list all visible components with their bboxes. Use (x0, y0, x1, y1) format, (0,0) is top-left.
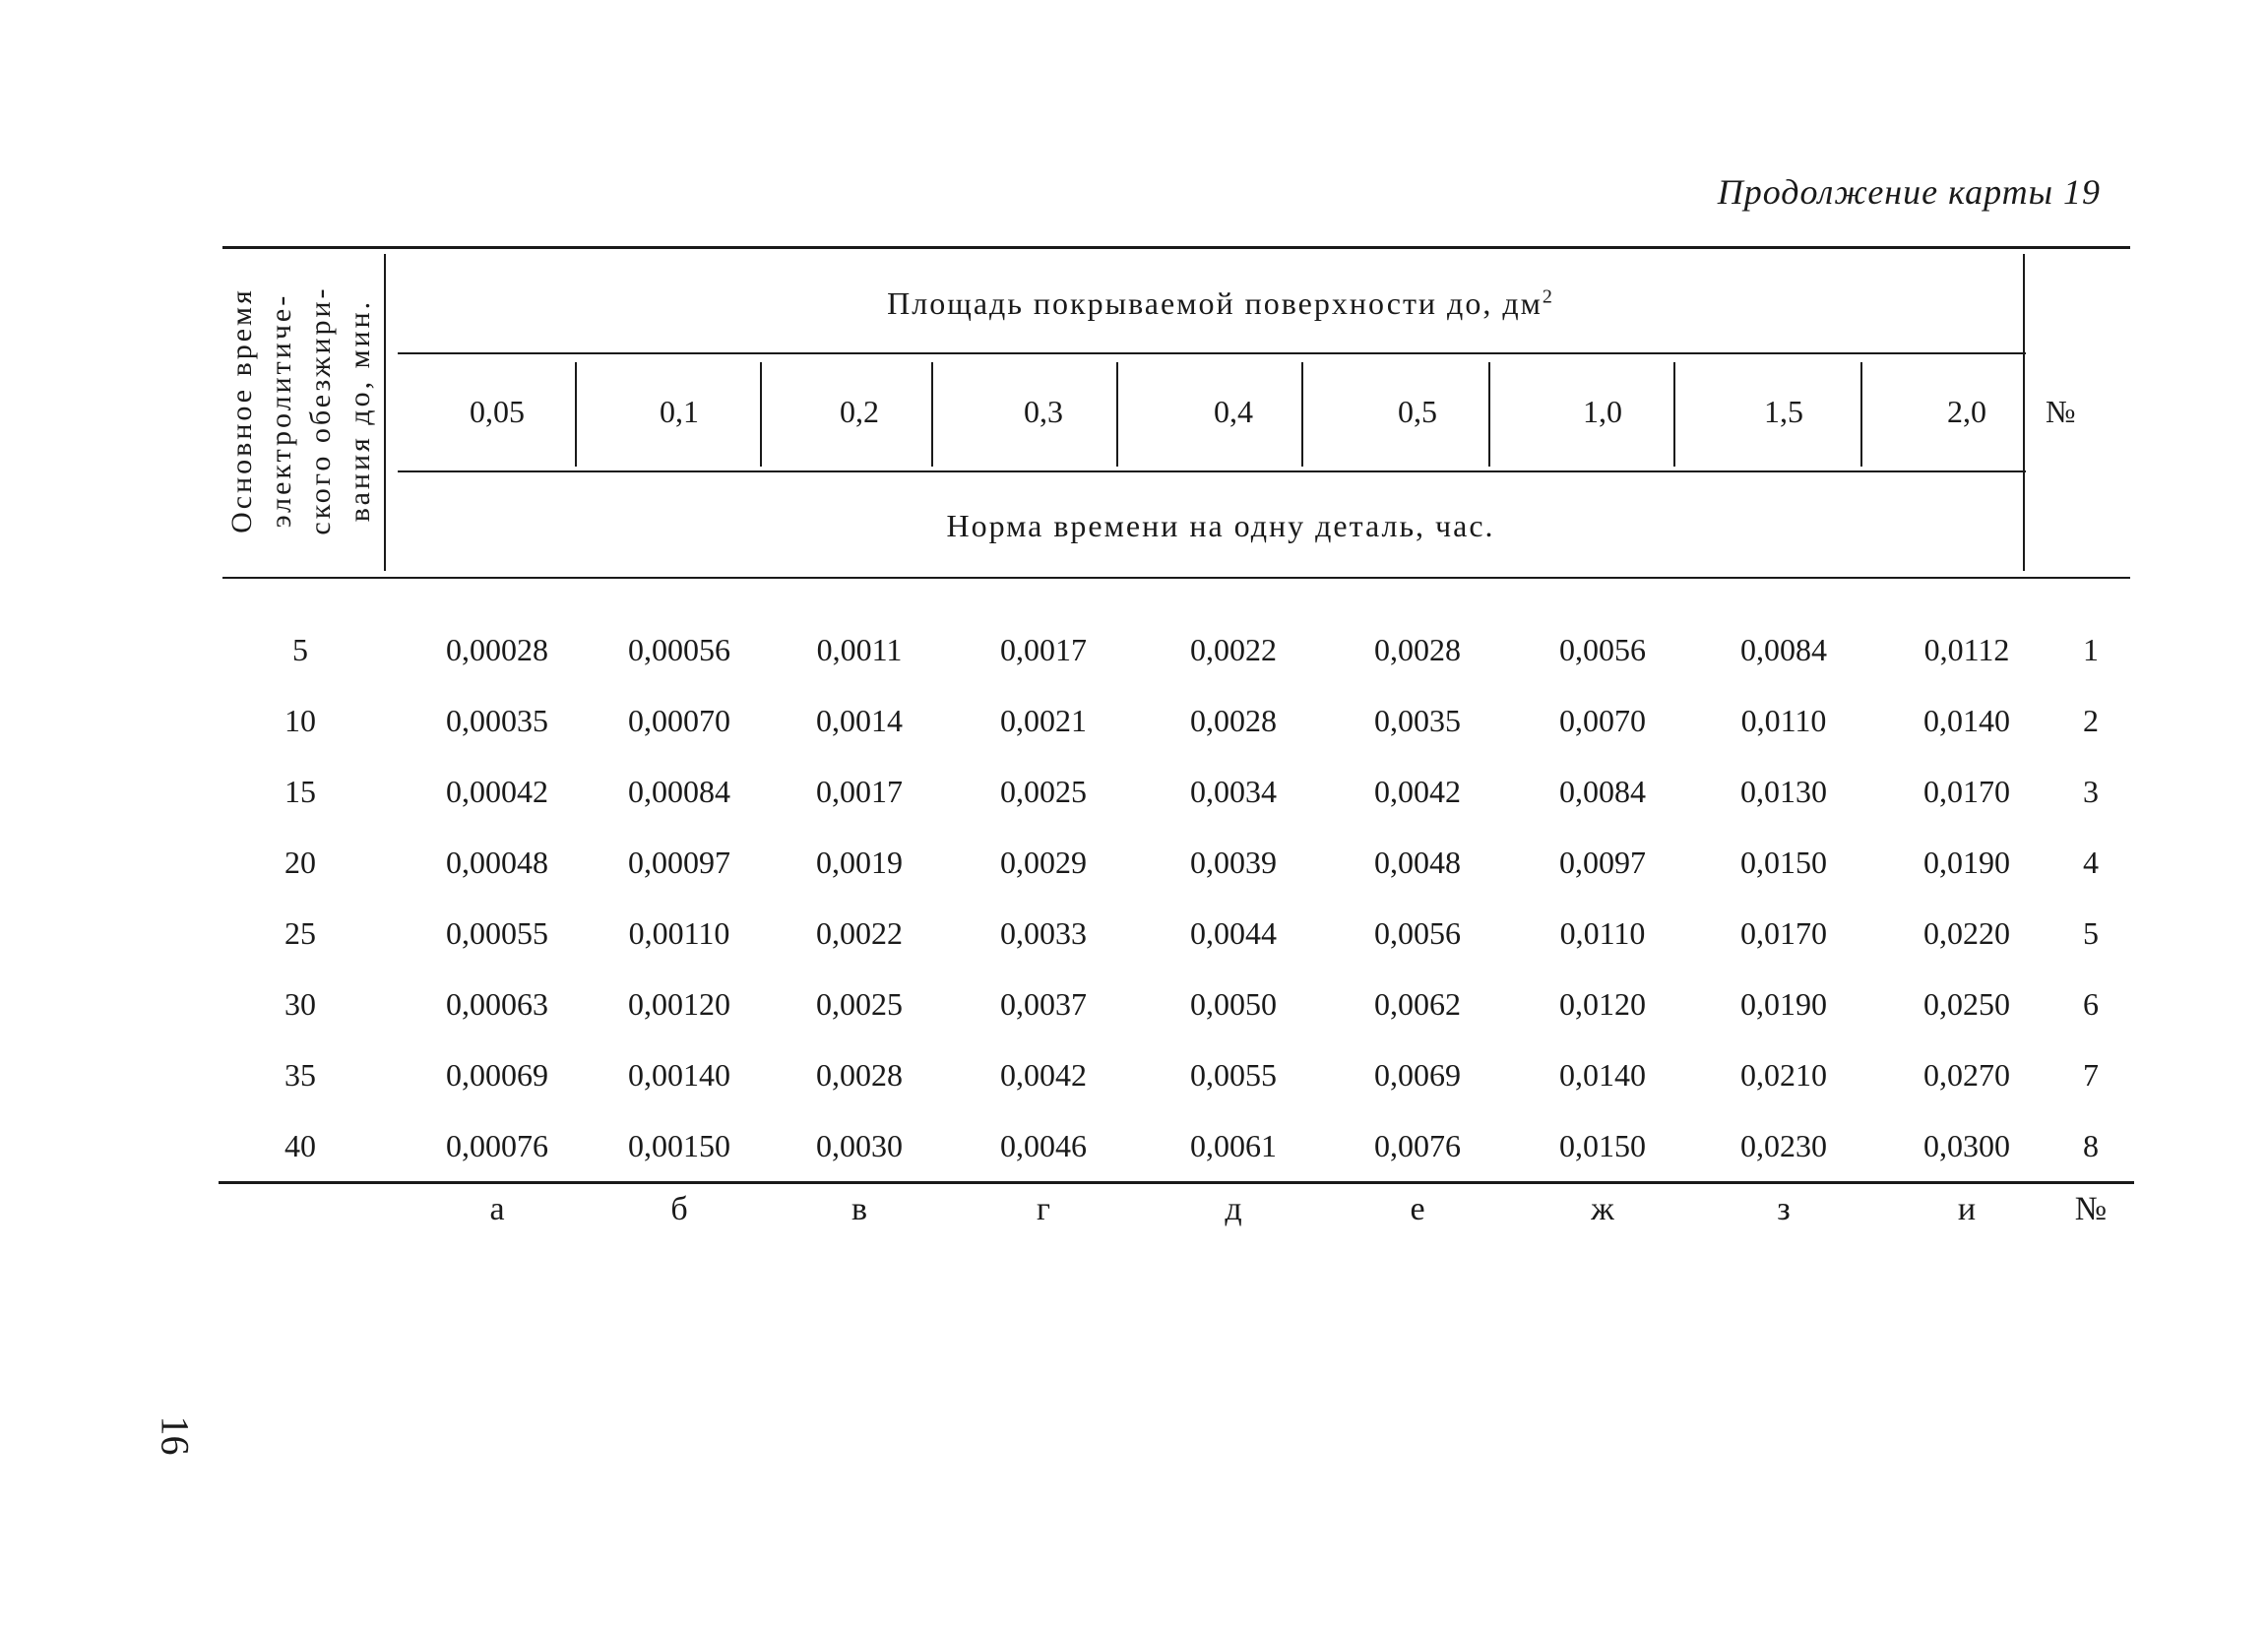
norm-cell: 0,0022 (816, 915, 903, 951)
norm-cell: 0,0110 (1740, 703, 1827, 738)
area-column-divider (575, 362, 577, 467)
norm-cell: 0,0019 (816, 845, 903, 880)
norm-cell: 0,0250 (1923, 986, 2010, 1022)
norm-cell: 0,0220 (1923, 915, 2010, 951)
norm-cell: 0,0025 (816, 986, 903, 1022)
table-bottom-rule (219, 1181, 2134, 1184)
norm-cell: 0,0025 (1000, 774, 1087, 809)
norm-cell: 0,0050 (1190, 986, 1277, 1022)
norm-cell: 0,00150 (628, 1128, 730, 1163)
norm-cell: 0,0017 (1000, 632, 1087, 667)
norm-cell: 0,00055 (446, 915, 548, 951)
time-cell: 5 (292, 632, 308, 667)
norm-cell: 0,0097 (1559, 845, 1646, 880)
time-cell: 25 (284, 915, 316, 951)
norm-cell: 0,0210 (1740, 1057, 1827, 1093)
norm-cell: 0,00097 (628, 845, 730, 880)
row-number-cell: 7 (2083, 1057, 2099, 1093)
norm-cell: 0,0120 (1559, 986, 1646, 1022)
area-value-header: 1,5 (1764, 394, 1803, 429)
area-column-divider (1301, 362, 1303, 467)
norm-header: Норма времени на одну деталь, час. (946, 508, 1495, 543)
area-value-header: 2,0 (1947, 394, 1986, 429)
norm-cell: 0,0300 (1923, 1128, 2010, 1163)
number-column-header: № (2046, 394, 2076, 429)
time-header-line: ского обезжири- (304, 285, 337, 535)
norm-cell: 0,0061 (1190, 1128, 1277, 1163)
norm-cell: 0,0190 (1923, 845, 2010, 880)
table-top-rule (222, 246, 2130, 249)
row-number-cell: 3 (2083, 774, 2099, 809)
norm-cell: 0,0014 (816, 703, 903, 738)
norm-cell: 0,00028 (446, 632, 548, 667)
norm-cell: 0,0140 (1923, 703, 2010, 738)
norm-cell: 0,0056 (1559, 632, 1646, 667)
area-header-rule (398, 352, 2026, 354)
norm-cell: 0,0028 (1190, 703, 1277, 738)
norm-cell: 0,0190 (1740, 986, 1827, 1022)
row-number-cell: 2 (2083, 703, 2099, 738)
area-value-header: 0,4 (1214, 394, 1253, 429)
norm-cell: 0,0028 (1374, 632, 1461, 667)
area-values-rule (398, 470, 2026, 472)
norm-cell: 0,0130 (1740, 774, 1827, 809)
area-value-header: 0,3 (1024, 394, 1063, 429)
norm-cell: 0,0140 (1559, 1057, 1646, 1093)
area-column-divider (1673, 362, 1675, 467)
column-letter: б (670, 1191, 688, 1227)
time-column-header (222, 254, 380, 567)
norm-cell: 0,0084 (1559, 774, 1646, 809)
norm-cell: 0,0039 (1190, 845, 1277, 880)
norm-cell: 0,0017 (816, 774, 903, 809)
norm-cell: 0,0042 (1000, 1057, 1087, 1093)
norm-cell: 0,0112 (1923, 632, 2010, 667)
area-value-header: 1,0 (1583, 394, 1622, 429)
norm-cell: 0,0056 (1374, 915, 1461, 951)
norm-cell: 0,00063 (446, 986, 548, 1022)
column-letter: е (1410, 1191, 1425, 1227)
norm-cell: 0,0230 (1740, 1128, 1827, 1163)
norm-cell: 0,0042 (1374, 774, 1461, 809)
norm-cell: 0,0021 (1000, 703, 1087, 738)
norm-cell: 0,0046 (1000, 1128, 1087, 1163)
number-col-divider (2023, 254, 2025, 571)
time-cell: 35 (284, 1057, 316, 1093)
norm-cell: 0,00140 (628, 1057, 730, 1093)
page-number: 16 (153, 1415, 198, 1456)
norm-cell: 0,0062 (1374, 986, 1461, 1022)
area-column-divider (931, 362, 933, 467)
norm-cell: 0,0084 (1740, 632, 1827, 667)
norm-cell: 0,0033 (1000, 915, 1087, 951)
norm-cell: 0,0030 (816, 1128, 903, 1163)
column-letter: ж (1591, 1191, 1614, 1227)
norm-cell: 0,00042 (446, 774, 548, 809)
norm-cell: 0,0011 (816, 632, 903, 667)
row-number-cell: 6 (2083, 986, 2099, 1022)
norm-cell: 0,0037 (1000, 986, 1087, 1022)
first-col-divider (384, 254, 386, 571)
row-number-cell: 5 (2083, 915, 2099, 951)
norm-cell: 0,00120 (628, 986, 730, 1022)
norm-cell: 0,0170 (1740, 915, 1827, 951)
area-unit-exponent: 2 (1542, 285, 1554, 308)
header-bottom-rule (222, 577, 2130, 579)
norm-cell: 0,00076 (446, 1128, 548, 1163)
norm-cell: 0,0034 (1190, 774, 1277, 809)
norm-cell: 0,0029 (1000, 845, 1087, 880)
area-value-header: 0,5 (1398, 394, 1437, 429)
norm-cell: 0,0035 (1374, 703, 1461, 738)
continuation-caption: Продолжение карты 19 (1717, 172, 2101, 212)
norm-cell: 0,0150 (1740, 845, 1827, 880)
norm-cell: 0,00110 (628, 915, 730, 951)
norm-cell: 0,0270 (1923, 1057, 2010, 1093)
area-header-text: Площадь покрываемой поверхности до, дм (887, 285, 1543, 321)
norm-cell: 0,00084 (628, 774, 730, 809)
norm-cell: 0,0070 (1559, 703, 1646, 738)
area-value-header: 0,05 (470, 394, 525, 429)
norm-cell: 0,0110 (1559, 915, 1646, 951)
row-number-cell: 1 (2083, 632, 2099, 667)
norm-cell: 0,0028 (816, 1057, 903, 1093)
number-column-footer: № (2074, 1191, 2108, 1227)
area-column-divider (1860, 362, 1862, 467)
column-letter: в (850, 1191, 868, 1227)
area-column-divider (1116, 362, 1118, 467)
row-number-cell: 8 (2083, 1128, 2099, 1163)
norm-cell: 0,0048 (1374, 845, 1461, 880)
column-letter: а (489, 1191, 505, 1227)
norm-cell: 0,00048 (446, 845, 548, 880)
column-letter: и (1957, 1191, 1977, 1227)
time-cell: 15 (284, 774, 316, 809)
time-header-line: электролитиче- (265, 292, 297, 529)
area-column-divider (760, 362, 762, 467)
norm-cell: 0,0170 (1923, 774, 2010, 809)
area-value-header: 0,1 (660, 394, 699, 429)
time-header-line: Основное время (225, 287, 258, 533)
time-cell: 30 (284, 986, 316, 1022)
area-value-header: 0,2 (840, 394, 879, 429)
area-header (887, 285, 1554, 322)
time-cell: 40 (284, 1128, 316, 1163)
column-letter: з (1777, 1191, 1791, 1227)
column-letter: д (1225, 1191, 1242, 1227)
row-number-cell: 4 (2083, 845, 2099, 880)
norm-cell: 0,00056 (628, 632, 730, 667)
norm-cell: 0,00069 (446, 1057, 548, 1093)
time-cell: 20 (284, 845, 316, 880)
time-cell: 10 (284, 703, 316, 738)
norm-cell: 0,0022 (1190, 632, 1277, 667)
norm-cell: 0,0150 (1559, 1128, 1646, 1163)
norm-cell: 0,00035 (446, 703, 548, 738)
norm-cell: 0,00070 (628, 703, 730, 738)
norm-cell: 0,0055 (1190, 1057, 1277, 1093)
norm-cell: 0,0076 (1374, 1128, 1461, 1163)
column-letter: г (1037, 1191, 1050, 1227)
norm-cell: 0,0044 (1190, 915, 1277, 951)
time-header-line: вания до, мин. (344, 298, 376, 523)
norm-cell: 0,0069 (1374, 1057, 1461, 1093)
area-column-divider (1488, 362, 1490, 467)
